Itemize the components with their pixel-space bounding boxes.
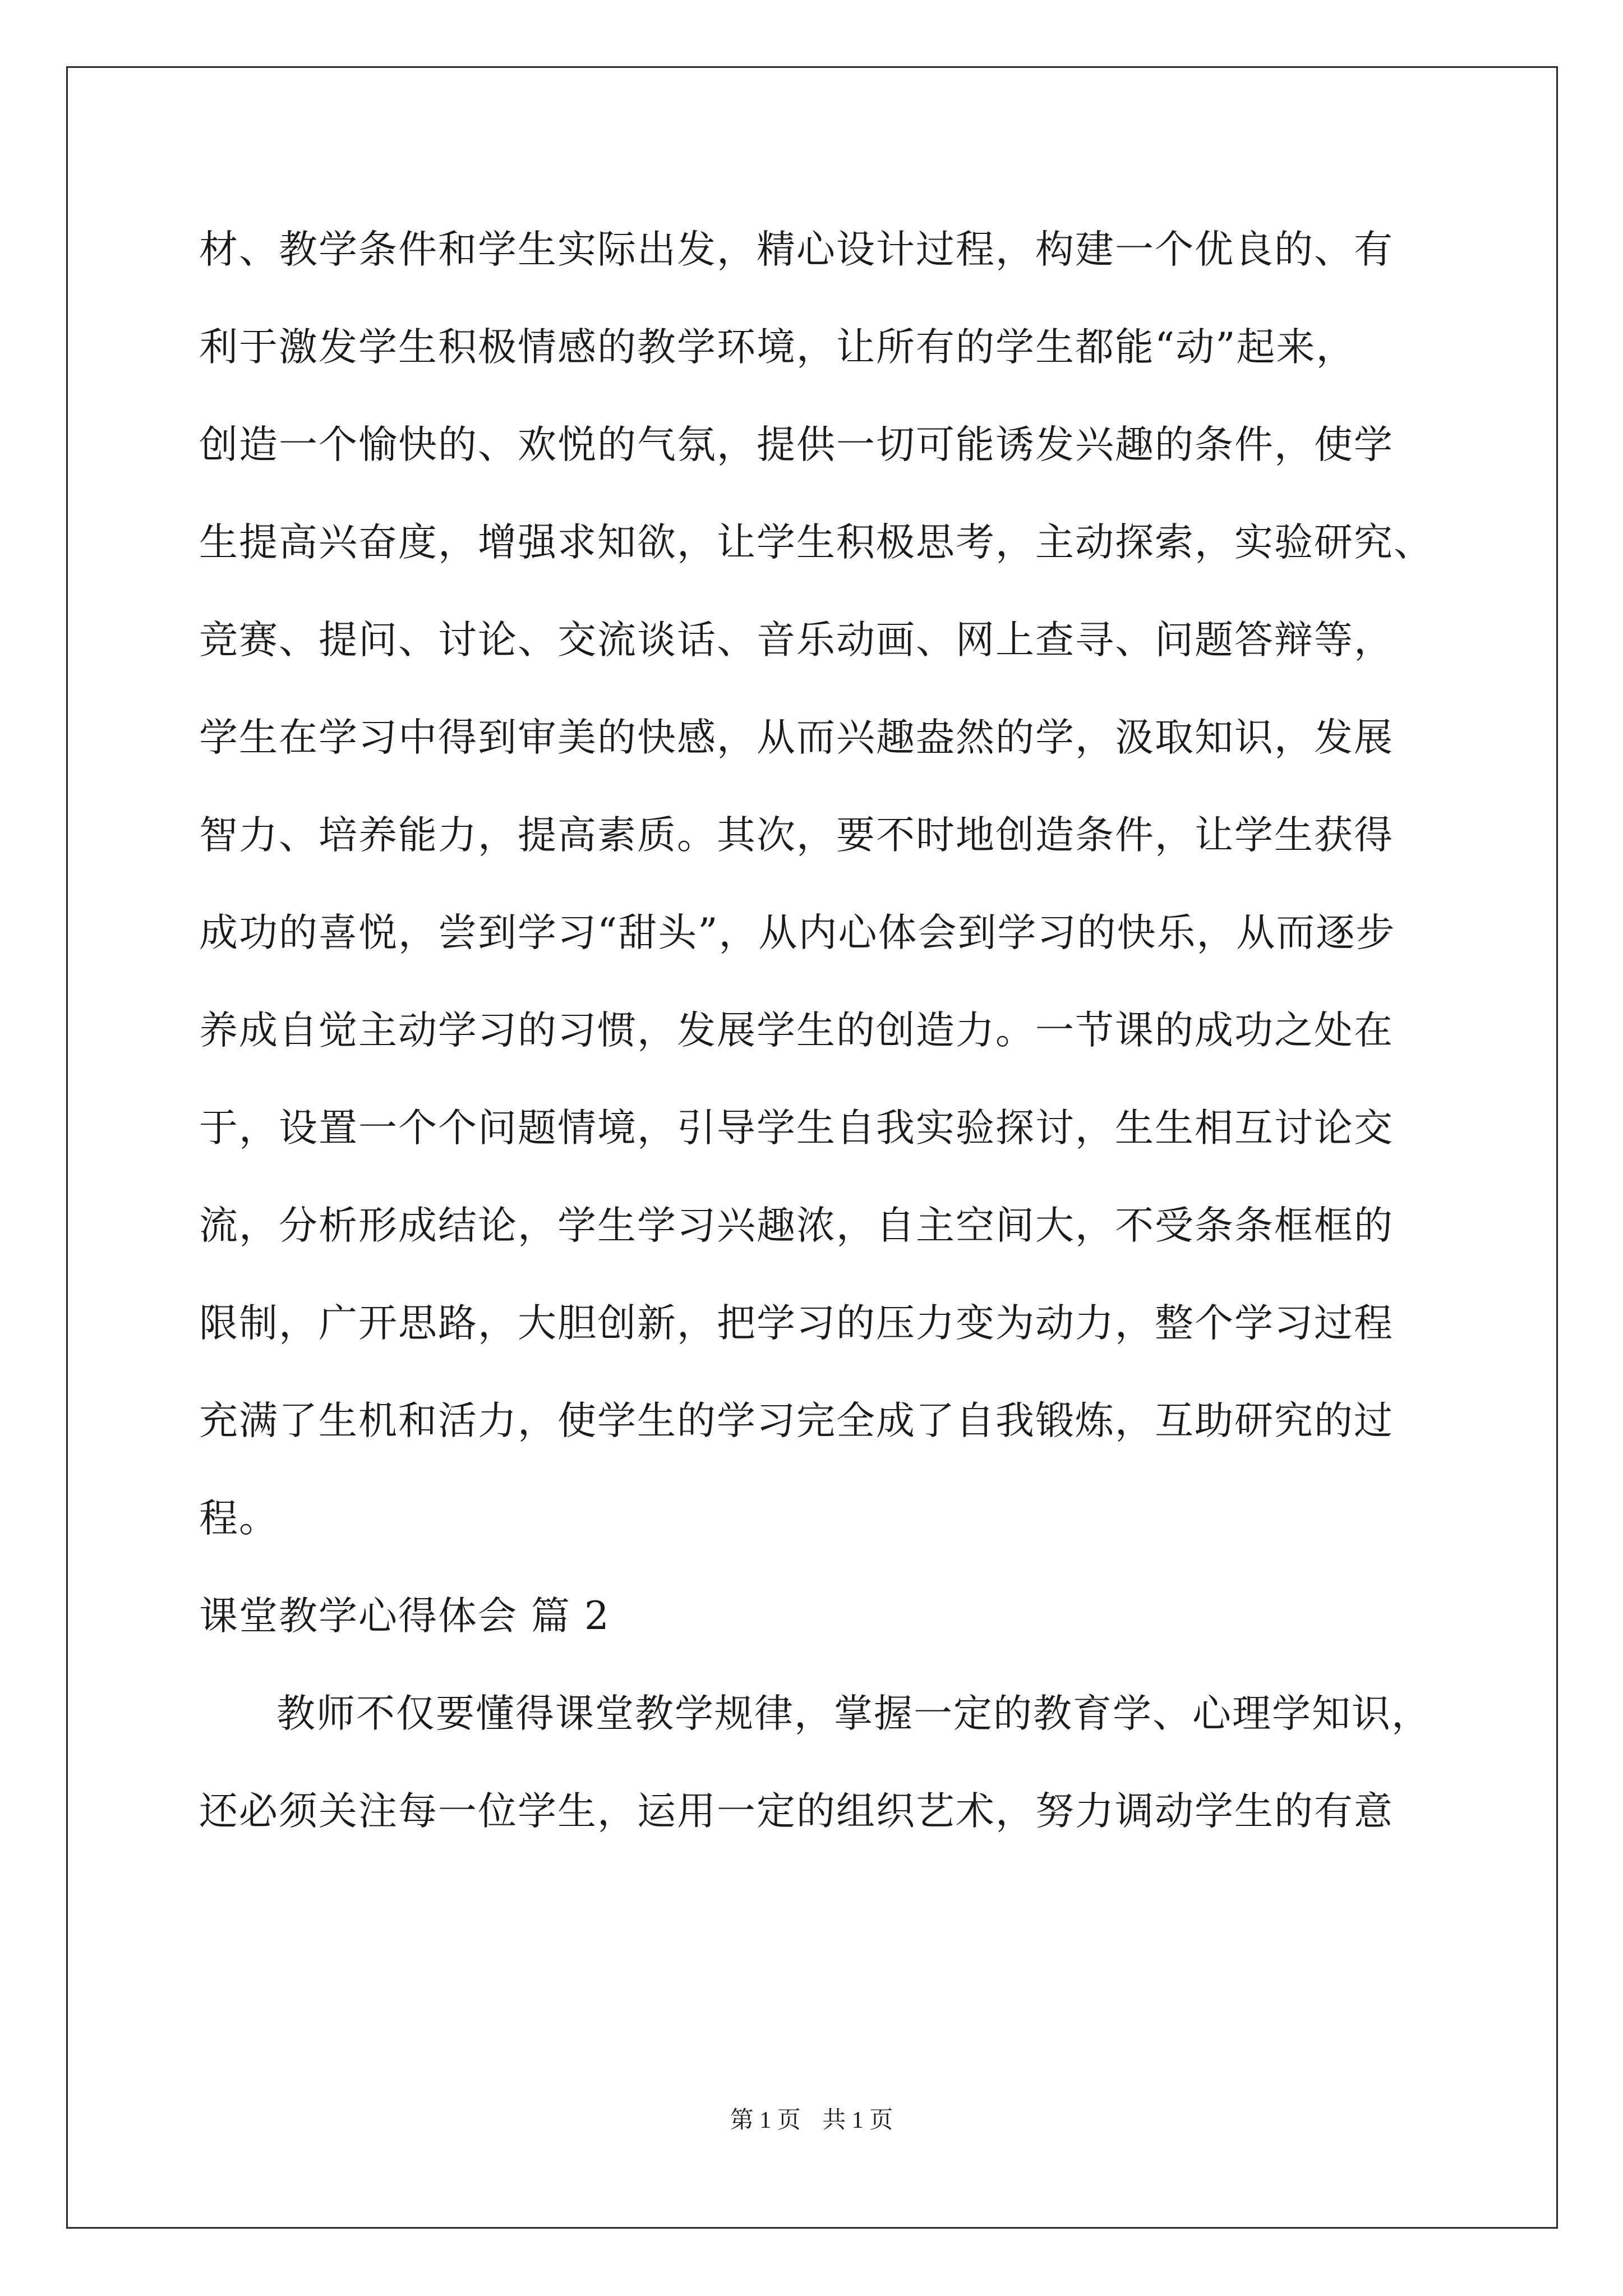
page-total: 共 1 页: [822, 2108, 893, 2133]
paragraph-line: 智力、培养能力，提高素质。其次，要不时地创造条件，让学生获得: [199, 813, 1394, 858]
paragraph-line: 成功的喜悦，尝到学习“甜头”，从内心体会到学习的快乐，从而逐步: [199, 910, 1396, 955]
paragraph-line: 流，分析形成结论，学生学习兴趣浓，自主空间大，不受条条框框的: [199, 1203, 1394, 1248]
paragraph-line: 利于激发学生积极情感的教学环境，让所有的学生都能“动”起来，: [199, 325, 1356, 370]
paragraph-line: 学生在学习中得到审美的快感，从而兴趣盎然的学，汲取知识，发展: [199, 715, 1394, 760]
paragraph-line: 创造一个愉快的、欢悦的气氛，提供一切可能诱发兴趣的条件，使学: [199, 422, 1394, 467]
paragraph-line: 生提高兴奋度，增强求知欲，让学生积极思考，主动探索，实验研究、: [199, 520, 1433, 565]
paragraph-line: 于，设置一个个问题情境，引导学生自我实验探讨，生生相互讨论交: [199, 1106, 1394, 1151]
section-heading: 课堂教学心得体会 篇 2: [199, 1594, 610, 1639]
paragraph-line: 竞赛、提问、讨论、交流谈话、音乐动画、网上查寻、问题答辩等，: [199, 618, 1394, 662]
paragraph-line: 教师不仅要懂得课堂教学规律，掌握一定的教育学、心理学知识，: [276, 1691, 1431, 1736]
paragraph-line: 程。: [199, 1496, 279, 1541]
paragraph-line: 养成自觉主动学习的习惯，发展学生的创造力。一节课的成功之处在: [199, 1008, 1394, 1053]
document-body: [199, 222, 1433, 1881]
page-footer: [0, 2106, 1623, 2134]
paragraph-line: 充满了生机和活力，使学生的学习完全成了自我锻炼，互助研究的过: [199, 1398, 1394, 1443]
paragraph-line: 限制，广开思路，大胆创新，把学习的压力变为动力，整个学习过程: [199, 1301, 1394, 1346]
paragraph-line: 还必须关注每一位学生，运用一定的组织艺术，努力调动学生的有意: [199, 1789, 1394, 1834]
page-number: 第 1 页: [730, 2108, 801, 2133]
paragraph-line: 材、教学条件和学生实际出发，精心设计过程，构建一个优良的、有: [199, 227, 1394, 272]
